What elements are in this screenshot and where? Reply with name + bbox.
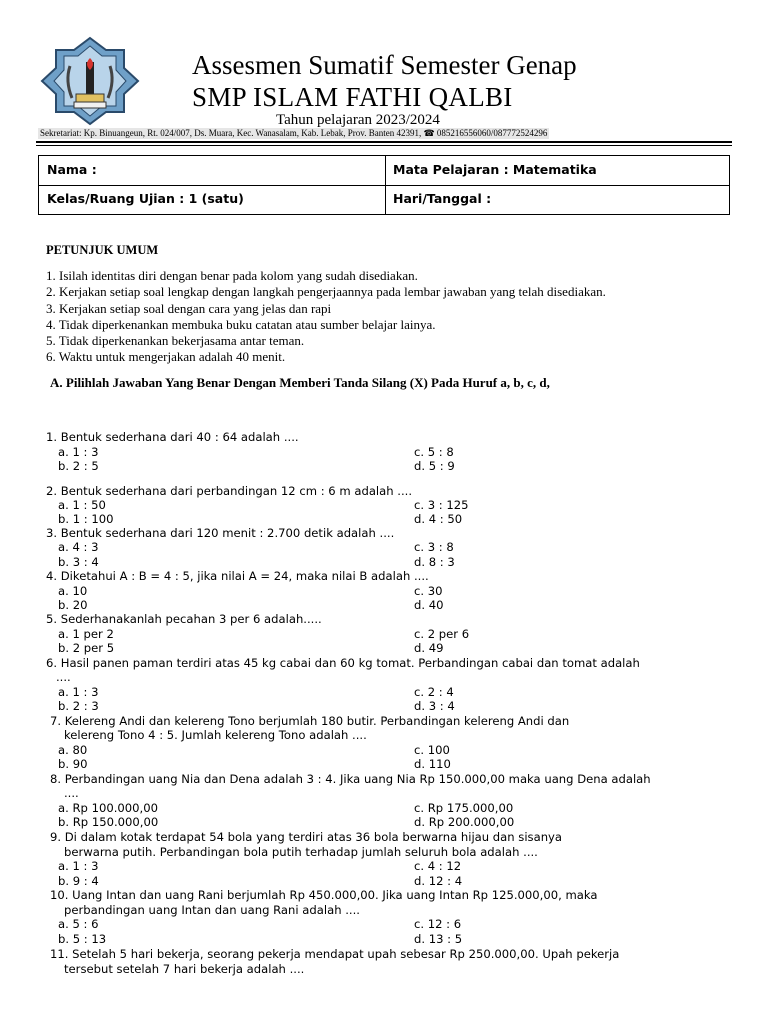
option-a[interactable]: a. 10	[58, 584, 88, 598]
option-a[interactable]: a. 4 : 3	[58, 540, 99, 554]
option-a[interactable]: a. 80	[58, 743, 88, 757]
question-1: 1. Bentuk sederhana dari 40 : 64 adalah ....	[46, 430, 299, 444]
option-d[interactable]: d. 110	[414, 757, 451, 771]
question-10-continuation: perbandingan uang Intan dan uang Rani adalah ....	[64, 903, 360, 917]
field-hari-tanggal[interactable]: Hari/Tanggal :	[393, 191, 492, 206]
option-b[interactable]: b. 9 : 4	[58, 874, 99, 888]
option-d[interactable]: d. 13 : 5	[414, 932, 463, 946]
option-a[interactable]: a. Rp 100.000,00	[58, 801, 158, 815]
question-6-continuation: ....	[56, 670, 71, 684]
field-kelas-ruang: Kelas/Ruang Ujian : 1 (satu)	[47, 191, 244, 206]
question-11: 11. Setelah 5 hari bekerja, seorang pekerja mendapat upah sebesar Rp 250.000,00. Upah pekerja	[50, 947, 620, 961]
instructions-title: PETUNJUK UMUM	[46, 243, 159, 257]
academic-year: Tahun pelajaran 2023/2024	[276, 112, 440, 128]
option-d[interactable]: d. Rp 200.000,00	[414, 815, 515, 829]
instruction-item: 1. Isilah identitas diri dengan benar pada kolom yang sudah disediakan.	[46, 268, 418, 283]
instruction-item: 3. Kerjakan setiap soal dengan cara yang jelas dan rapi	[46, 301, 332, 316]
option-b[interactable]: b. 20	[58, 598, 88, 612]
option-b[interactable]: b. Rp 150.000,00	[58, 815, 159, 829]
option-a[interactable]: a. 1 : 3	[58, 445, 99, 459]
question-11-continuation: tersebut setelah 7 hari bekerja adalah ....	[64, 962, 305, 976]
option-b[interactable]: b. 2 : 3	[58, 699, 99, 713]
option-b[interactable]: b. 90	[58, 757, 88, 771]
option-c[interactable]: c. 2 per 6	[414, 627, 470, 641]
instruction-item: 5. Tidak diperkenankan bekerjasama antar teman.	[46, 333, 305, 348]
section-a-heading: A. Pilihlah Jawaban Yang Benar Dengan Memberi Tanda Silang (X) Pada Huruf a, b, c, d,	[50, 375, 550, 390]
option-a[interactable]: a. 1 per 2	[58, 627, 114, 641]
question-3: 3. Bentuk sederhana dari 120 menit : 2.700 detik adalah ....	[46, 526, 395, 540]
option-c[interactable]: c. 100	[414, 743, 450, 757]
question-7: 7. Kelereng Andi dan kelereng Tono berjumlah 180 butir. Perbandingan kelereng Andi dan	[50, 714, 570, 728]
instruction-item: 2. Kerjakan setiap soal lengkap dengan langkah pengerjaannya pada lembar jawaban yang telah disediakan.	[46, 284, 606, 299]
header-divider-thin	[36, 145, 732, 146]
option-c[interactable]: c. 5 : 8	[414, 445, 454, 459]
question-10: 10. Uang Intan dan uang Rani berjumlah Rp 450.000,00. Jika uang Intan Rp 125.000,00, maka	[50, 888, 598, 902]
option-d[interactable]: d. 12 : 4	[414, 874, 463, 888]
phone-number: 085216556060/087772524296	[436, 128, 548, 138]
school-logo	[30, 36, 150, 126]
instruction-item: 4. Tidak diperkenankan membuka buku catatan atau sumber belajar lainya.	[46, 317, 436, 332]
option-b[interactable]: b. 3 : 4	[58, 555, 99, 569]
option-d[interactable]: d. 40	[414, 598, 444, 612]
instruction-item: 6. Waktu untuk mengerjakan adalah 40 menit.	[46, 349, 286, 364]
phone-icon: ☎	[423, 128, 435, 138]
exam-title: Assesmen Sumatif Semester Genap	[192, 50, 577, 80]
option-d[interactable]: d. 5 : 9	[414, 459, 455, 473]
option-a[interactable]: a. 1 : 3	[58, 859, 99, 873]
option-d[interactable]: d. 4 : 50	[414, 512, 463, 526]
question-9-continuation: berwarna putih. Perbandingan bola putih terhadap jumlah seluruh bola adalah ....	[64, 845, 538, 859]
field-nama[interactable]: Nama :	[47, 162, 97, 177]
question-8-continuation: ....	[64, 786, 79, 800]
question-2: 2. Bentuk sederhana dari perbandingan 12 cm : 6 m adalah ....	[46, 484, 413, 498]
school-name: SMP ISLAM FATHI QALBI	[192, 82, 513, 112]
option-c[interactable]: c. 3 : 125	[414, 498, 469, 512]
option-c[interactable]: c. Rp 175.000,00	[414, 801, 514, 815]
question-5: 5. Sederhanakanlah pecahan 3 per 6 adalah.....	[46, 612, 322, 626]
option-c[interactable]: c. 12 : 6	[414, 917, 462, 931]
header-divider-thick	[36, 141, 732, 143]
option-b[interactable]: b. 5 : 13	[58, 932, 107, 946]
question-8: 8. Perbandingan uang Nia dan Dena adalah 3 : 4. Jika uang Nia Rp 150.000,00 maka uang Dena adalah	[50, 772, 651, 786]
option-d[interactable]: d. 49	[414, 641, 444, 655]
option-c[interactable]: c. 3 : 8	[414, 540, 454, 554]
option-b[interactable]: b. 1 : 100	[58, 512, 114, 526]
option-b[interactable]: b. 2 per 5	[58, 641, 115, 655]
option-d[interactable]: d. 3 : 4	[414, 699, 455, 713]
question-6: 6. Hasil panen paman terdiri atas 45 kg cabai dan 60 kg tomat. Perbandingan cabai dan tomat adalah	[46, 656, 640, 670]
school-address	[38, 128, 549, 139]
option-a[interactable]: a. 1 : 50	[58, 498, 106, 512]
identity-table	[38, 155, 730, 215]
field-mata-pelajaran: Mata Pelajaran : Matematika	[393, 162, 597, 177]
option-c[interactable]: c. 4 : 12	[414, 859, 462, 873]
option-a[interactable]: a. 5 : 6	[58, 917, 99, 931]
address-text: Sekretariat: Kp. Binuangeun, Rt. 024/007, Ds. Muara, Kec. Wanasalam, Kab. Lebak, Prov. Banten 42391,	[40, 128, 422, 138]
table-divider-horizontal	[39, 185, 729, 186]
question-4: 4. Diketahui A : B = 4 : 5, jika nilai A = 24, maka nilai B adalah ....	[46, 569, 429, 583]
option-c[interactable]: c. 30	[414, 584, 443, 598]
option-d[interactable]: d. 8 : 3	[414, 555, 455, 569]
option-c[interactable]: c. 2 : 4	[414, 685, 454, 699]
option-a[interactable]: a. 1 : 3	[58, 685, 99, 699]
question-9: 9. Di dalam kotak terdapat 54 bola yang terdiri atas 36 bola berwarna hijau dan sisanya	[50, 830, 563, 844]
option-b[interactable]: b. 2 : 5	[58, 459, 99, 473]
question-7-continuation: kelereng Tono 4 : 5. Jumlah kelereng Tono adalah ....	[64, 728, 367, 742]
